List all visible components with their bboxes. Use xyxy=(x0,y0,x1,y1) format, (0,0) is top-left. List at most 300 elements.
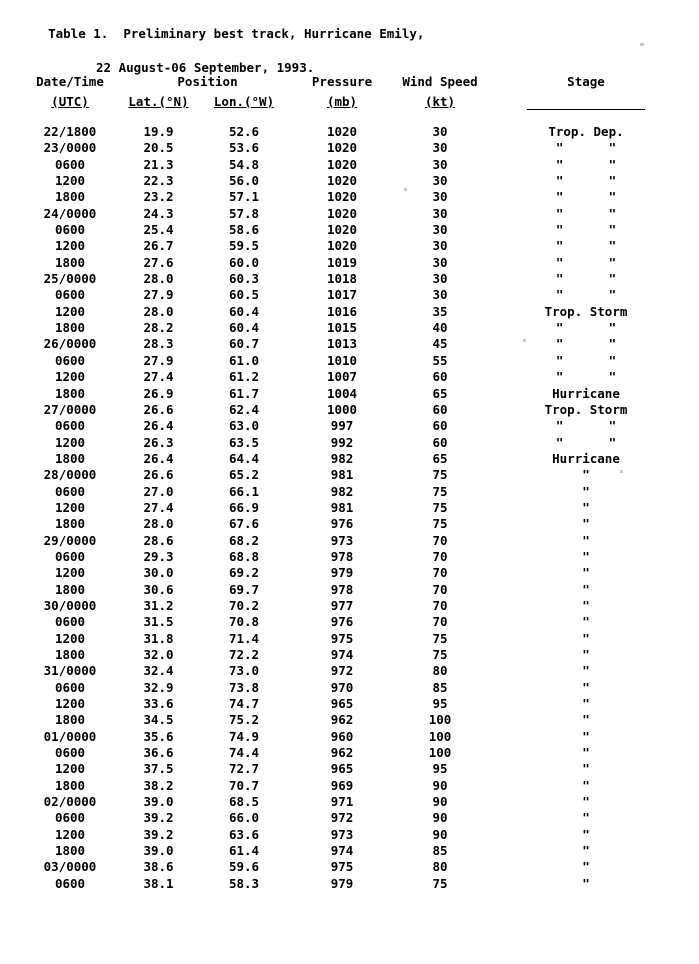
header-pressure: Pressure xyxy=(311,73,373,89)
cell-latitude: 22.3 xyxy=(143,173,174,189)
cell-latitude: 29.3 xyxy=(143,548,174,564)
cell-longitude: 53.6 xyxy=(228,140,260,156)
table-row xyxy=(18,320,683,336)
cell-latitude: 30.6 xyxy=(143,581,174,597)
cell-latitude: 28.0 xyxy=(143,516,174,532)
table-row xyxy=(18,402,683,418)
cell-wind-speed: 30 xyxy=(432,287,448,303)
table-row xyxy=(18,859,683,875)
caption-line-2: 22 August-06 September, 1993. xyxy=(96,60,315,75)
table-row xyxy=(18,516,683,532)
cell-stage: " xyxy=(582,859,590,875)
cell-pressure: 979 xyxy=(330,565,354,581)
cell-wind-speed: 65 xyxy=(432,385,448,401)
cell-wind-speed: 70 xyxy=(432,597,448,613)
table-row xyxy=(18,271,683,287)
cell-date-time: 0600 xyxy=(54,810,86,826)
cell-latitude: 26.7 xyxy=(143,238,174,254)
cell-date-time: 0600 xyxy=(54,483,86,499)
header-pressure-units: (mb) xyxy=(326,93,358,109)
scan-artifact-1 xyxy=(640,43,644,46)
cell-date-time: 0600 xyxy=(54,222,86,238)
cell-pressure: 979 xyxy=(330,875,354,891)
cell-pressure: 981 xyxy=(330,467,354,483)
cell-latitude: 32.0 xyxy=(143,647,174,662)
cell-date-time: 25/0000 xyxy=(43,271,97,287)
scan-artifact-3 xyxy=(523,339,526,342)
table-row xyxy=(18,140,683,156)
cell-longitude: 72.7 xyxy=(228,761,260,777)
cell-pressure: 969 xyxy=(330,777,354,793)
cell-pressure: 974 xyxy=(330,647,354,662)
cell-longitude: 72.2 xyxy=(228,647,260,662)
cell-wind-speed: 60 xyxy=(432,418,448,434)
cell-longitude: 58.6 xyxy=(228,222,260,238)
table-row xyxy=(18,386,683,402)
cell-longitude: 61.2 xyxy=(228,369,260,385)
cell-wind-speed: 75 xyxy=(432,467,448,483)
cell-wind-speed: 30 xyxy=(432,156,448,172)
table-row xyxy=(18,712,683,728)
cell-longitude: 68.5 xyxy=(228,794,260,810)
cell-longitude: 74.7 xyxy=(228,696,260,712)
header-date-time: Date/Time xyxy=(36,73,104,89)
cell-longitude: 73.0 xyxy=(228,663,260,679)
header-stage-rule xyxy=(489,91,683,110)
cell-latitude: 27.9 xyxy=(143,352,174,368)
cell-wind-speed: 100 xyxy=(428,712,452,728)
cell-pressure: 971 xyxy=(330,794,354,810)
cell-longitude: 60.4 xyxy=(228,320,260,336)
header-group-row xyxy=(18,72,683,91)
cell-stage: " xyxy=(582,777,590,793)
cell-wind-speed: 30 xyxy=(432,173,448,189)
cell-longitude: 52.6 xyxy=(228,124,260,139)
header-sub-row xyxy=(18,91,683,110)
cell-longitude: 61.4 xyxy=(228,843,260,859)
cell-pressure: 960 xyxy=(330,728,354,744)
cell-longitude: 70.2 xyxy=(228,597,260,613)
table-row xyxy=(18,729,683,745)
cell-longitude: 66.0 xyxy=(228,810,260,826)
cell-wind-speed: 80 xyxy=(432,859,448,875)
cell-date-time: 30/0000 xyxy=(43,597,97,613)
table-row xyxy=(18,761,683,777)
table-row xyxy=(18,418,683,434)
cell-stage: " " xyxy=(555,189,617,205)
table-row xyxy=(18,647,683,663)
cell-date-time: 22/1800 xyxy=(43,124,97,139)
table-body xyxy=(18,124,683,892)
cell-wind-speed: 90 xyxy=(432,810,448,826)
cell-date-time: 23/0000 xyxy=(43,140,97,156)
header-date-time-units: (UTC) xyxy=(51,93,89,109)
cell-wind-speed: 85 xyxy=(432,679,448,695)
cell-longitude: 68.2 xyxy=(228,532,260,548)
cell-pressure: 975 xyxy=(330,630,354,646)
cell-pressure: 1017 xyxy=(326,287,358,303)
cell-pressure: 973 xyxy=(330,532,354,548)
cell-stage: " xyxy=(582,581,590,597)
cell-date-time: 1200 xyxy=(54,238,86,254)
cell-stage: " xyxy=(582,548,590,564)
table-row xyxy=(18,614,683,630)
cell-stage: " xyxy=(582,875,590,891)
cell-stage: " xyxy=(582,499,590,515)
cell-pressure: 1007 xyxy=(326,369,358,385)
cell-date-time: 0600 xyxy=(54,614,86,630)
cell-stage: " xyxy=(582,630,590,646)
cell-wind-speed: 55 xyxy=(432,352,448,368)
cell-date-time: 28/0000 xyxy=(43,467,97,483)
stage-underline xyxy=(527,96,645,110)
table-row xyxy=(18,173,683,189)
cell-stage: " " xyxy=(555,418,617,434)
cell-latitude: 36.6 xyxy=(143,745,174,761)
cell-pressure: 1020 xyxy=(326,173,358,189)
cell-pressure: 981 xyxy=(330,499,354,515)
table-row xyxy=(18,843,683,859)
cell-wind-speed: 75 xyxy=(432,630,448,646)
cell-stage: " xyxy=(582,483,590,499)
cell-date-time: 1800 xyxy=(54,647,86,662)
cell-stage: " xyxy=(582,745,590,761)
cell-longitude: 62.4 xyxy=(228,401,260,417)
cell-latitude: 28.2 xyxy=(143,320,174,336)
table-row xyxy=(18,565,683,581)
cell-stage: " " xyxy=(555,352,617,368)
cell-date-time: 1200 xyxy=(54,173,86,189)
cell-wind-speed: 100 xyxy=(428,728,452,744)
cell-wind-speed: 30 xyxy=(432,205,448,221)
cell-longitude: 61.7 xyxy=(228,385,260,401)
table-row xyxy=(18,304,683,320)
cell-pressure: 1018 xyxy=(326,271,358,287)
table-row xyxy=(18,794,683,810)
cell-date-time: 1200 xyxy=(54,630,86,646)
cell-stage: " xyxy=(582,696,590,712)
cell-wind-speed: 75 xyxy=(432,875,448,891)
cell-latitude: 32.4 xyxy=(143,663,174,679)
cell-pressure: 1004 xyxy=(326,385,358,401)
cell-stage: " " xyxy=(555,271,617,287)
cell-stage: " " xyxy=(555,254,617,270)
cell-pressure: 962 xyxy=(330,712,354,728)
cell-latitude: 35.6 xyxy=(143,728,174,744)
table-row xyxy=(18,598,683,614)
cell-stage: " xyxy=(582,663,590,679)
cell-longitude: 60.7 xyxy=(228,336,260,352)
cell-longitude: 63.0 xyxy=(228,418,260,434)
cell-longitude: 59.6 xyxy=(228,859,260,875)
cell-stage: " " xyxy=(555,320,617,336)
cell-latitude: 26.4 xyxy=(143,418,174,434)
cell-latitude: 26.6 xyxy=(143,401,174,417)
cell-stage: " xyxy=(582,761,590,777)
cell-pressure: 992 xyxy=(330,434,354,450)
cell-wind-speed: 40 xyxy=(432,320,448,336)
table-row xyxy=(18,287,683,303)
cell-date-time: 27/0000 xyxy=(43,401,97,417)
cell-date-time: 1800 xyxy=(54,189,86,205)
cell-wind-speed: 65 xyxy=(432,450,448,466)
cell-stage: " " xyxy=(555,369,617,385)
header-longitude: Lon.(°W) xyxy=(213,93,275,109)
cell-pressure: 978 xyxy=(330,581,354,597)
cell-longitude: 69.2 xyxy=(228,565,260,581)
cell-latitude: 26.4 xyxy=(143,450,174,466)
cell-latitude: 27.0 xyxy=(143,483,174,499)
table-row xyxy=(18,500,683,516)
cell-longitude: 60.5 xyxy=(228,287,260,303)
cell-longitude: 57.8 xyxy=(228,205,260,221)
cell-stage: " " xyxy=(555,434,617,450)
best-track-table-wrapper xyxy=(18,72,683,892)
cell-stage: Trop. Storm xyxy=(544,303,628,319)
cell-pressure: 976 xyxy=(330,516,354,532)
table-row xyxy=(18,696,683,712)
cell-date-time: 1800 xyxy=(54,843,86,859)
cell-longitude: 68.8 xyxy=(228,548,260,564)
table-row xyxy=(18,157,683,173)
cell-latitude: 26.3 xyxy=(143,434,174,450)
cell-latitude: 38.1 xyxy=(143,875,174,891)
cell-date-time: 1800 xyxy=(54,777,86,793)
cell-longitude: 63.5 xyxy=(228,434,260,450)
cell-latitude: 19.9 xyxy=(143,124,174,139)
cell-longitude: 70.8 xyxy=(228,614,260,630)
cell-wind-speed: 80 xyxy=(432,663,448,679)
cell-pressure: 1020 xyxy=(326,156,358,172)
cell-pressure: 1013 xyxy=(326,336,358,352)
cell-stage: " " xyxy=(555,205,617,221)
table-row xyxy=(18,549,683,565)
cell-stage: " xyxy=(582,647,590,662)
table-row xyxy=(18,451,683,467)
cell-latitude: 39.0 xyxy=(143,843,174,859)
cell-latitude: 31.8 xyxy=(143,630,174,646)
cell-stage: " xyxy=(582,597,590,613)
cell-wind-speed: 85 xyxy=(432,843,448,859)
cell-wind-speed: 30 xyxy=(432,124,448,139)
table-row xyxy=(18,810,683,826)
table-header xyxy=(18,72,683,124)
cell-wind-speed: 90 xyxy=(432,777,448,793)
cell-latitude: 27.6 xyxy=(143,254,174,270)
table-row xyxy=(18,124,683,140)
cell-longitude: 75.2 xyxy=(228,712,260,728)
cell-date-time: 02/0000 xyxy=(43,794,97,810)
cell-stage: " " xyxy=(555,140,617,156)
header-wind-speed: Wind Speed xyxy=(402,73,478,89)
cell-latitude: 28.0 xyxy=(143,303,174,319)
cell-date-time: 1200 xyxy=(54,303,86,319)
cell-stage: Hurricane xyxy=(552,450,620,466)
cell-pressure: 1015 xyxy=(326,320,358,336)
cell-pressure: 1020 xyxy=(326,222,358,238)
cell-latitude: 20.5 xyxy=(143,140,174,156)
cell-wind-speed: 95 xyxy=(432,696,448,712)
table-row xyxy=(18,336,683,352)
caption-line-1: Table 1. Preliminary best track, Hurricane Emily, xyxy=(48,26,425,41)
cell-latitude: 28.3 xyxy=(143,336,174,352)
cell-longitude: 70.7 xyxy=(228,777,260,793)
cell-date-time: 0600 xyxy=(54,156,86,172)
table-row xyxy=(18,484,683,500)
cell-wind-speed: 70 xyxy=(432,532,448,548)
cell-wind-speed: 60 xyxy=(432,401,448,417)
cell-date-time: 1800 xyxy=(54,254,86,270)
cell-wind-speed: 100 xyxy=(428,745,452,761)
cell-pressure: 1000 xyxy=(326,401,358,417)
cell-wind-speed: 30 xyxy=(432,222,448,238)
cell-latitude: 25.4 xyxy=(143,222,174,238)
cell-latitude: 26.6 xyxy=(143,467,174,483)
cell-pressure: 1019 xyxy=(326,254,358,270)
cell-date-time: 1800 xyxy=(54,385,86,401)
cell-pressure: 973 xyxy=(330,826,354,842)
cell-longitude: 57.1 xyxy=(228,189,260,205)
cell-stage: " xyxy=(582,565,590,581)
cell-wind-speed: 70 xyxy=(432,581,448,597)
cell-wind-speed: 30 xyxy=(432,140,448,156)
cell-latitude: 27.4 xyxy=(143,369,174,385)
cell-wind-speed: 30 xyxy=(432,189,448,205)
cell-stage: " " xyxy=(555,238,617,254)
cell-stage: " " xyxy=(555,156,617,172)
cell-stage: Trop. Dep. xyxy=(548,124,624,139)
cell-date-time: 1200 xyxy=(54,434,86,450)
cell-stage: " " xyxy=(555,287,617,303)
table-row xyxy=(18,827,683,843)
cell-latitude: 28.0 xyxy=(143,271,174,287)
cell-latitude: 24.3 xyxy=(143,205,174,221)
cell-longitude: 69.7 xyxy=(228,581,260,597)
cell-wind-speed: 75 xyxy=(432,516,448,532)
cell-wind-speed: 70 xyxy=(432,565,448,581)
table-row xyxy=(18,353,683,369)
cell-pressure: 1010 xyxy=(326,352,358,368)
table-row xyxy=(18,680,683,696)
cell-longitude: 60.4 xyxy=(228,303,260,319)
cell-stage: " xyxy=(582,810,590,826)
cell-latitude: 38.6 xyxy=(143,859,174,875)
cell-latitude: 21.3 xyxy=(143,156,174,172)
cell-longitude: 63.6 xyxy=(228,826,260,842)
cell-date-time: 0600 xyxy=(54,548,86,564)
cell-longitude: 58.3 xyxy=(228,875,260,891)
cell-latitude: 28.6 xyxy=(143,532,174,548)
cell-pressure: 965 xyxy=(330,761,354,777)
cell-pressure: 965 xyxy=(330,696,354,712)
cell-latitude: 27.4 xyxy=(143,499,174,515)
cell-wind-speed: 95 xyxy=(432,761,448,777)
cell-date-time: 31/0000 xyxy=(43,663,97,679)
cell-date-time: 1800 xyxy=(54,320,86,336)
header-wind-units: (kt) xyxy=(424,93,456,109)
cell-date-time: 1200 xyxy=(54,369,86,385)
cell-stage: " " xyxy=(555,336,617,352)
table-row xyxy=(18,369,683,385)
header-spacer xyxy=(18,110,683,124)
cell-wind-speed: 75 xyxy=(432,483,448,499)
table-row xyxy=(18,435,683,451)
cell-longitude: 66.1 xyxy=(228,483,260,499)
cell-wind-speed: 75 xyxy=(432,647,448,662)
cell-pressure: 1020 xyxy=(326,238,358,254)
cell-longitude: 73.8 xyxy=(228,679,260,695)
cell-longitude: 60.0 xyxy=(228,254,260,270)
cell-latitude: 32.9 xyxy=(143,679,174,695)
cell-date-time: 24/0000 xyxy=(43,205,97,221)
cell-date-time: 0600 xyxy=(54,352,86,368)
table-row xyxy=(18,238,683,254)
cell-stage: Trop. Storm xyxy=(544,401,628,417)
cell-longitude: 74.9 xyxy=(228,728,260,744)
cell-longitude: 64.4 xyxy=(228,450,260,466)
cell-latitude: 30.0 xyxy=(143,565,174,581)
cell-date-time: 0600 xyxy=(54,287,86,303)
cell-wind-speed: 60 xyxy=(432,369,448,385)
cell-stage: " xyxy=(582,467,590,483)
cell-stage: " xyxy=(582,679,590,695)
cell-pressure: 1020 xyxy=(326,140,358,156)
cell-longitude: 54.8 xyxy=(228,156,260,172)
cell-pressure: 1020 xyxy=(326,189,358,205)
table-row xyxy=(18,631,683,647)
cell-stage: " " xyxy=(555,173,617,189)
cell-latitude: 31.5 xyxy=(143,614,174,630)
cell-date-time: 1200 xyxy=(54,761,86,777)
cell-stage: " xyxy=(582,532,590,548)
cell-date-time: 26/0000 xyxy=(43,336,97,352)
cell-date-time: 1200 xyxy=(54,499,86,515)
cell-date-time: 1800 xyxy=(54,450,86,466)
cell-pressure: 976 xyxy=(330,614,354,630)
cell-wind-speed: 30 xyxy=(432,254,448,270)
cell-latitude: 31.2 xyxy=(143,597,174,613)
header-stage: Stage xyxy=(567,73,605,89)
cell-pressure: 974 xyxy=(330,843,354,859)
cell-wind-speed: 90 xyxy=(432,826,448,842)
cell-longitude: 67.6 xyxy=(228,516,260,532)
cell-date-time: 0600 xyxy=(54,875,86,891)
cell-stage: " xyxy=(582,614,590,630)
table-row xyxy=(18,778,683,794)
cell-date-time: 29/0000 xyxy=(43,532,97,548)
cell-date-time: 1200 xyxy=(54,696,86,712)
table-row xyxy=(18,745,683,761)
scan-artifact-2 xyxy=(404,188,407,191)
cell-longitude: 60.3 xyxy=(228,271,260,287)
cell-pressure: 997 xyxy=(330,418,354,434)
cell-wind-speed: 30 xyxy=(432,271,448,287)
cell-wind-speed: 45 xyxy=(432,336,448,352)
cell-pressure: 972 xyxy=(330,663,354,679)
table-row xyxy=(18,582,683,598)
cell-wind-speed: 75 xyxy=(432,499,448,515)
cell-longitude: 74.4 xyxy=(228,745,260,761)
header-position: Position xyxy=(177,73,238,89)
cell-longitude: 66.9 xyxy=(228,499,260,515)
table-row xyxy=(18,255,683,271)
cell-date-time: 01/0000 xyxy=(43,728,97,744)
cell-pressure: 972 xyxy=(330,810,354,826)
cell-stage: " " xyxy=(555,222,617,238)
cell-date-time: 0600 xyxy=(54,418,86,434)
cell-pressure: 970 xyxy=(330,679,354,695)
cell-date-time: 1200 xyxy=(54,565,86,581)
